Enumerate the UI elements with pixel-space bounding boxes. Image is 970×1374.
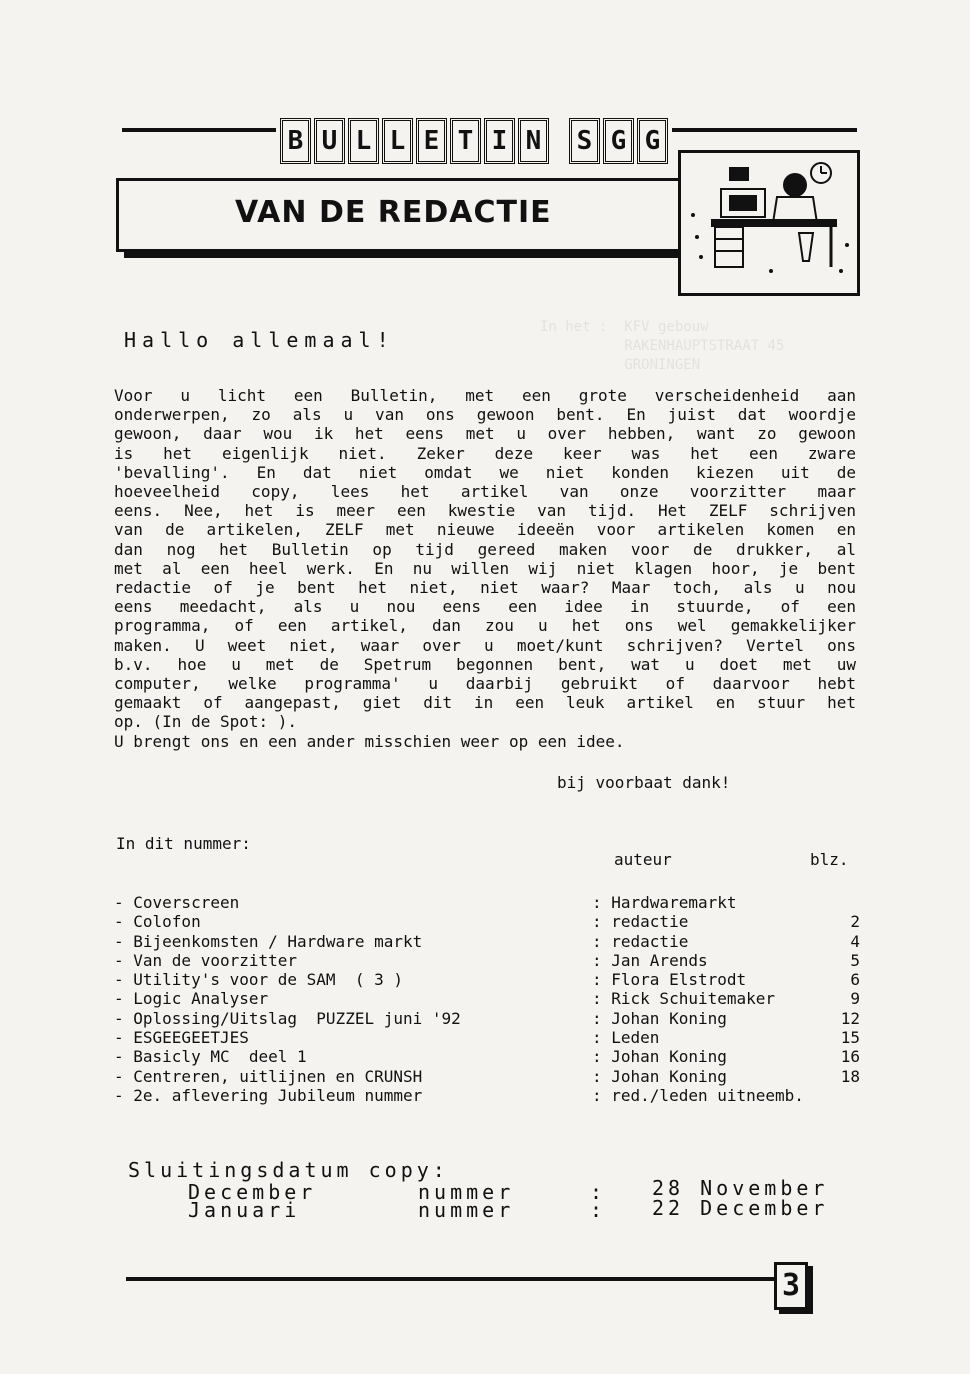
editor-desk-illustration [678, 150, 860, 296]
deadline-sep: : [590, 1180, 607, 1204]
table-row [114, 912, 860, 931]
section-title: VAN DE REDACTIE [235, 195, 552, 230]
text-line: Voor u licht een Bulletin, met een grote verscheidenheid aan [114, 386, 856, 405]
title-letter: L [348, 118, 379, 164]
text-line: met al een heel werk. En nu willen wij niet klagen hoor, je bent [114, 558, 856, 578]
toc-author: : Johan Koning [592, 1008, 727, 1028]
page-column-header: blz. [810, 850, 849, 869]
toc-title: - Colofon [114, 912, 201, 932]
table-row [114, 970, 860, 989]
toc-title: - Coverscreen [114, 893, 240, 912]
toc-title: - ESGEEGEETJES [114, 1028, 249, 1048]
deadline-heading: Sluitingsdatum copy: [128, 1158, 449, 1182]
thanks-note: bij voorbaat dank! [557, 773, 731, 792]
table-row [114, 932, 860, 951]
text-line: eens meedacht, als u nou eens een idee in stuurde, of een [114, 597, 856, 617]
toc-author: : Flora Elstrodt [592, 970, 747, 990]
text-line: hoeveelheid copy, lees het artikel van onze voorzitter maar [114, 482, 856, 502]
toc-author: : redactie [592, 912, 689, 932]
text-line: van de artikelen, ZELF met nieuwe ideeën voor artikelen komen en [114, 520, 856, 540]
title-letter: U [314, 118, 345, 164]
bleed-through: In het : KFV gebouw RAKENHAUPTSTRAAT 45 GRONINGEN [540, 319, 785, 373]
section-banner [116, 178, 720, 252]
deadline-date: 22 December [652, 1196, 829, 1220]
text-line: gemaakt of aangepast, giet dit in een leuk artikel en stuur het [114, 693, 856, 713]
text-line: gewoon, daar wou ik het eens met u over hebben, want zo gewoon [114, 424, 856, 444]
toc-page: 6 [850, 970, 860, 990]
toc-title: - 2e. aflevering Jubileum nummer [114, 1085, 423, 1105]
toc-author: : Johan Koning [592, 1066, 727, 1086]
table-row [114, 1009, 860, 1028]
toc-page: 2 [850, 912, 860, 932]
text-line: redactie of je bent het niet, niet waar? Maar toch, als u nou [114, 578, 856, 598]
toc-author: : redactie [592, 931, 689, 951]
title-letter: G [637, 118, 668, 164]
bottom-rule [126, 1277, 778, 1281]
table-row [114, 1086, 860, 1105]
title-letter: B [280, 118, 311, 164]
title-gap [552, 118, 566, 158]
title-letter: S [569, 118, 600, 164]
deadline-date: 28 November [652, 1176, 829, 1200]
toc-title: - Utility's voor de SAM ( 3 ) [114, 970, 403, 990]
title-letter: I [484, 118, 515, 164]
title-letter: T [450, 118, 481, 164]
toc-page: 16 [840, 1047, 860, 1067]
toc-author: : Johan Koning [592, 1047, 727, 1067]
table-row [114, 1067, 860, 1086]
author-column-header: auteur [614, 850, 672, 869]
table-row [114, 989, 860, 1008]
toc-page: 9 [850, 989, 860, 1009]
toc-page: 15 [840, 1028, 860, 1048]
deadline-issue: Januari [188, 1198, 301, 1222]
text-line: maken. U weet niet, waar over u moet/kunt schrijven? Vertel ons [114, 635, 856, 655]
toc-page: 18 [840, 1066, 860, 1086]
page-number: 3 [774, 1262, 808, 1310]
text-line: programma, of een artikel, dan zou u het ons wel gemakkelijker [114, 616, 856, 636]
table-row [114, 893, 860, 912]
toc-author: : Jan Arends [592, 950, 708, 970]
title-letter: G [603, 118, 634, 164]
deadline-word: nummer [418, 1198, 515, 1222]
deadline-sep: : [590, 1198, 607, 1222]
text-line: is het eigenlijk niet. Zeker deze keer was het een zware [114, 443, 856, 463]
toc-page: 4 [850, 931, 860, 951]
toc-title: - Oplossing/Uitslag PUZZEL juni '92 [114, 1008, 461, 1028]
toc-title: - Van de voorzitter [114, 950, 298, 970]
toc-page: 5 [850, 950, 860, 970]
bulletin-title [276, 118, 672, 162]
text-line: onderwerpen, zo als u van ons gewoon bent. En juist dat woordje [114, 405, 856, 425]
contents-label: In dit nummer: [116, 834, 251, 853]
title-letter: N [518, 118, 549, 164]
toc-title: - Centreren, uitlijnen en CRUNSH [114, 1066, 423, 1086]
table-row [114, 951, 860, 970]
text-line: eens. Nee, het is meer een kwestie van tijd. Het ZELF schrijven [114, 501, 856, 521]
text-line: b.v. hoe u met de Spetrum begonnen bent, wat u doet met uw [114, 654, 856, 674]
table-of-contents [114, 893, 860, 1105]
toc-title: - Logic Analyser [114, 989, 269, 1009]
text-line: computer, welke programma' u daarbij gebruikt of daarvoor hebt [114, 674, 856, 694]
editor-desk-icon [681, 153, 857, 293]
toc-author: : Rick Schuitemaker [592, 989, 776, 1009]
table-row [114, 1028, 860, 1047]
toc-author: : Hardwaremarkt [592, 893, 737, 912]
toc-page: 12 [840, 1008, 860, 1028]
title-letter: L [382, 118, 413, 164]
toc-title: - Bijeenkomsten / Hardware markt [114, 931, 423, 951]
toc-author: : red./leden uitneemb. [592, 1085, 804, 1105]
text-line: dan nog het Bulletin op tijd gereed maken voor de drukker, al [114, 539, 856, 559]
deadline-issue: December [188, 1180, 317, 1204]
title-letter: E [416, 118, 447, 164]
toc-title: - Basicly MC deel 1 [114, 1047, 307, 1067]
deadline-word: nummer [418, 1180, 515, 1204]
text-line: op. (In de Spot: ). [114, 712, 298, 732]
text-line: U brengt ons en een ander misschien weer op een idee. [114, 731, 625, 751]
greeting: Hallo allemaal! [124, 328, 395, 352]
table-row [114, 1047, 860, 1066]
toc-author: : Leden [592, 1028, 660, 1048]
editorial-text [114, 386, 856, 751]
text-line: 'bevalling'. En dat niet omdat we niet konden kiezen uit de [114, 462, 856, 482]
